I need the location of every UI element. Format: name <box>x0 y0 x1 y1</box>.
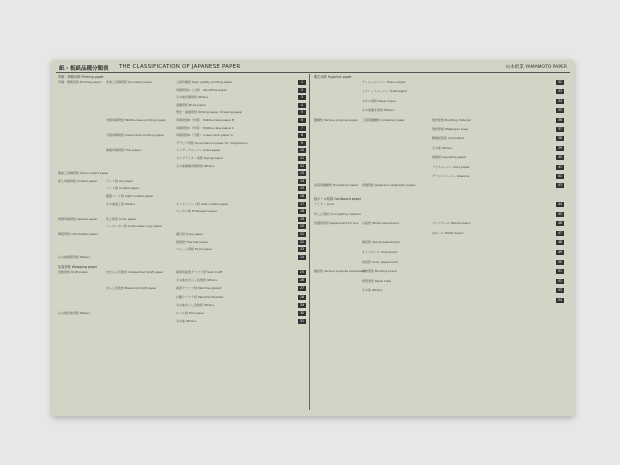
category-label: 包装用紙 Kraft paper <box>58 270 88 274</box>
subcategory-label: 下級印刷用紙 Lower-rank printing paper <box>106 133 164 138</box>
classification-row <box>314 155 564 160</box>
classification-row <box>58 156 306 161</box>
subcategory-label: その他塗工紙 Others <box>106 201 136 206</box>
item-number-badge: 30 <box>299 311 305 315</box>
paper-type-label: 印刷用紙A（上質） Woodfree paper <box>176 87 227 92</box>
classification-row <box>314 231 564 236</box>
item-number-badge: 15 <box>299 186 305 191</box>
paper-type-label: タイプライター用紙 Typing paper <box>176 156 224 160</box>
subcategory-label: 非塗工印刷用紙 Uncoated paper <box>106 80 152 84</box>
paper-type-label: その他 Others <box>176 319 197 324</box>
paper-type-label: 重袋用両更クラフト紙 Sack kraft <box>176 270 223 274</box>
subcategory-label: その他衛生用紙 Others <box>362 108 395 113</box>
item-number-badge: 40 <box>557 155 563 160</box>
item-number-badge: 35 <box>557 108 563 113</box>
subcategory-label: その他 Others <box>362 288 383 293</box>
subcategory-label: タオル用紙 Paper towel <box>362 98 396 103</box>
classification-chart-sheet <box>52 60 574 416</box>
classification-row <box>314 298 564 303</box>
classification-row <box>58 186 306 191</box>
item-number-badge: 36 <box>557 117 563 122</box>
paper-type-label: その他印刷用紙 Others <box>176 95 209 100</box>
subcategory-label: 紙管原紙 Paper tube <box>362 278 392 283</box>
classification-row <box>58 240 306 245</box>
paper-type-label: 絶縁紙 Insulating paper <box>432 155 467 160</box>
paper-type-label: 建材原紙 Building material <box>432 117 471 122</box>
classification-row <box>58 95 306 100</box>
paper-type-label: その他 Others <box>432 145 453 150</box>
subcategory-label: チップボール Chip board <box>362 250 398 254</box>
item-number-badge: 32 <box>557 80 563 84</box>
item-number-badge: 42 <box>557 174 563 178</box>
category-label: 雑種紙 Various purpose paper <box>314 117 358 122</box>
item-number-badge: 10 <box>299 148 305 153</box>
section-heading: 印刷・情報用紙 Printing paper <box>58 75 104 79</box>
subcategory-label: コート紙 Coated paper <box>106 186 140 191</box>
item-number-badge: 20 <box>299 224 305 229</box>
item-number-badge: 1 <box>298 80 306 85</box>
item-number-badge: 7 <box>298 126 306 131</box>
classification-row <box>58 141 306 146</box>
item-number-badge: 50 <box>557 259 563 264</box>
paper-type-label: 書籍用紙 Book paper <box>176 102 207 107</box>
classification-row <box>314 240 564 245</box>
subcategory-label: 建材原紙 Building board <box>362 269 397 274</box>
paper-type-label: グラシンペーパー Glassine <box>432 174 470 178</box>
item-number-badge: 26 <box>299 278 305 283</box>
paper-type-label: 片艶クラフト紙 Machine finished <box>176 294 224 299</box>
classification-row <box>58 179 306 184</box>
subcategory-label: 色板紙 Color paperboard <box>362 259 399 264</box>
item-number-badge: 19 <box>299 216 305 221</box>
item-number-badge: 18 <box>299 209 305 214</box>
section-heading: 包装用紙 Wrapping paper <box>58 265 98 269</box>
item-number-badge: 17 <box>299 201 305 206</box>
paper-type-label: 両更クラフト紙 Machine glazed <box>176 286 222 291</box>
subcategory-label: 軽量コート紙 Light coated paper <box>106 194 154 198</box>
item-number-badge: 6 <box>298 118 306 123</box>
item-number-badge: 27 <box>299 286 305 291</box>
subcategory-label: 薄葉印刷用紙 Thin paper <box>106 148 142 153</box>
classification-row <box>314 89 564 94</box>
item-number-badge: 37 <box>557 127 563 131</box>
category-label: 塗工印刷用紙 Coated paper <box>58 178 98 183</box>
classification-row <box>58 270 306 275</box>
classification-row <box>314 250 564 255</box>
classification-row <box>58 202 306 207</box>
item-number-badge: 12 <box>299 163 305 168</box>
classification-row <box>58 88 306 93</box>
item-number-badge: 23 <box>299 247 305 252</box>
category-label: 印刷・情報用紙 Printing paper <box>58 80 102 84</box>
classification-row <box>58 255 306 260</box>
paper-type-label: 複写紙 Copy paper <box>176 232 204 236</box>
item-number-badge: 21 <box>299 232 305 236</box>
item-number-badge: 3 <box>298 95 306 100</box>
classification-row <box>314 212 564 217</box>
item-number-badge: 49 <box>557 250 563 254</box>
header-divider <box>56 72 570 73</box>
classification-row <box>314 174 564 179</box>
item-number-badge: 28 <box>299 294 305 299</box>
category-label: 家庭用雑種紙 Household paper <box>314 183 359 188</box>
classification-row <box>58 232 306 237</box>
subcategory-label: 中級印刷用紙 Middle-class printing paper <box>106 118 166 122</box>
classification-row <box>58 110 306 115</box>
paper-type-label: 感熱紙 Thermal paper <box>176 239 208 244</box>
paper-type-label: 筆記・図画用紙 Writing paper, Drawing paper <box>176 110 243 115</box>
section-heading: 段ボール原紙 Cardboard paper <box>314 197 362 201</box>
classification-row <box>58 224 306 229</box>
paper-type-label: 印刷用紙B（中質） Middle-class paper B <box>176 118 235 122</box>
paper-type-label: 壁紙原紙 Wallpaper base <box>432 127 469 131</box>
classification-row <box>58 171 306 176</box>
classification-row <box>314 221 564 226</box>
classification-row <box>314 80 564 85</box>
item-number-badge: 24 <box>299 254 305 259</box>
item-number-badge: 16 <box>299 194 305 198</box>
classification-row <box>58 286 306 291</box>
paper-type-label: 上級印刷紙 High quality printing paper <box>176 80 233 84</box>
item-number-badge: 51 <box>557 269 563 274</box>
classification-row <box>58 209 306 214</box>
brand-name: 山本紙業 YAMAMOTO PAPER <box>505 65 567 70</box>
classification-row <box>314 202 564 207</box>
classification-row <box>314 108 564 113</box>
item-number-badge: 31 <box>299 319 305 324</box>
paper-type-label: フォーム用紙 Form paper <box>176 247 213 252</box>
item-number-badge: 29 <box>299 302 305 307</box>
classification-row <box>58 164 306 169</box>
classification-row <box>58 303 306 308</box>
chart-title-english: THE CLASSIFICATION OF JAPANESE PAPER <box>119 64 241 70</box>
category-label: 微塗工印刷用紙 Semi-coated paper <box>58 171 109 176</box>
item-number-badge: 25 <box>299 270 305 274</box>
subcategory-label: 書道用紙 Japanese calligraphy paper <box>362 183 416 188</box>
classification-row <box>314 183 564 188</box>
classification-row <box>314 127 564 132</box>
paper-type-label: その他薄葉印刷用紙 Others <box>176 163 215 168</box>
classification-row <box>58 247 306 252</box>
item-number-badge: 41 <box>557 164 563 169</box>
item-number-badge: 48 <box>557 240 563 245</box>
category-label: 紙器用板紙 Paperboard for box <box>314 221 359 226</box>
classification-row <box>314 118 564 123</box>
classification-row <box>314 269 564 274</box>
classification-row <box>314 165 564 170</box>
item-number-badge: 54 <box>557 298 563 302</box>
classification-row <box>314 146 564 151</box>
item-number-badge: 52 <box>557 278 563 283</box>
item-number-badge: 11 <box>299 156 305 160</box>
item-number-badge: 34 <box>557 98 563 103</box>
subcategory-label: さらし包装紙 Bleached kraft paper <box>106 286 157 291</box>
classification-row <box>58 118 306 123</box>
item-number-badge: 44 <box>557 202 563 206</box>
paper-type-label: ロール紙 Roll paper <box>176 311 205 315</box>
paper-type-label: インディアペーパー India paper <box>176 148 221 153</box>
classification-row <box>58 319 306 324</box>
classification-row <box>58 295 306 300</box>
classification-row <box>314 279 564 284</box>
item-number-badge: 22 <box>299 239 305 244</box>
item-number-badge: 38 <box>557 136 563 141</box>
classification-row <box>58 194 306 199</box>
classification-row <box>58 148 306 153</box>
column-divider <box>309 74 310 410</box>
classification-row <box>314 288 564 293</box>
subcategory-label: 工業用雑種紙 Industrial paper <box>362 117 405 122</box>
category-label: 特殊印刷用紙 Special paper <box>58 216 98 221</box>
paper-type-label: 印刷用紙D（下級） Lower-rank paper D <box>176 133 233 138</box>
classification-row <box>58 126 306 131</box>
subcategory-label: アート紙 Art paper <box>106 178 134 183</box>
classification-row <box>58 278 306 283</box>
classification-row <box>58 133 306 138</box>
paper-type-label: その他未さらし包装紙 Others <box>176 278 218 283</box>
section-heading: 衛生用紙 Hygienic paper <box>314 75 352 79</box>
item-number-badge: 5 <box>298 110 306 115</box>
item-number-badge: 8 <box>298 133 306 138</box>
classification-row <box>58 103 306 108</box>
item-number-badge: 33 <box>557 89 563 94</box>
item-number-badge: 4 <box>298 103 306 108</box>
subcategory-label: 黄板紙 Yellow paperboard <box>362 240 400 245</box>
item-number-badge: 45 <box>557 211 563 216</box>
classification-row <box>314 136 564 141</box>
paper-type-label: エンボス紙 Embossed paper <box>176 209 218 214</box>
category-label: その他情報用紙 Others <box>58 254 91 259</box>
classification-row <box>58 217 306 222</box>
subcategory-label: トイレットペーパー Toilet paper <box>362 89 408 94</box>
classification-row <box>314 260 564 265</box>
category-label: ライナー Liner <box>314 202 335 206</box>
paper-type-label: マニラボール Manila board <box>432 221 471 226</box>
item-number-badge: 47 <box>557 230 563 235</box>
paper-type-label: 積層板原紙 Laminated <box>432 136 464 141</box>
item-number-badge: 43 <box>557 183 563 188</box>
subcategory-label: ノーカーボン紙 Carbonless copy paper <box>106 224 163 229</box>
category-label: 雑板紙 Various purpose paperboard <box>314 269 367 274</box>
paper-type-label: キャストコート紙 Cast coated paper <box>176 201 229 206</box>
paper-type-label: その他さらし包装紙 Others <box>176 302 215 307</box>
category-label: 中しん原紙 Corrugating medium <box>314 211 362 216</box>
subcategory-label: ティシュペーパー Tissue paper <box>362 80 406 84</box>
classification-row <box>58 80 306 85</box>
paper-type-label: グラビア用紙 Groundwood paper for rotogravure <box>176 140 248 145</box>
paper-type-label: 印刷用紙C（中質） Middle-class paper C <box>176 125 235 130</box>
classification-row <box>58 311 306 316</box>
item-number-badge: 9 <box>298 141 306 146</box>
subcategory-label: 白板紙 White paperboard <box>362 221 400 226</box>
paper-type-label: 白ボール White board <box>432 230 464 235</box>
item-number-badge: 39 <box>557 145 563 150</box>
item-number-badge: 14 <box>299 178 305 183</box>
item-number-badge: 53 <box>557 288 563 293</box>
item-number-badge: 46 <box>557 221 563 226</box>
item-number-badge: 13 <box>299 171 305 176</box>
paper-type-label: ライスペーパー Rice paper <box>432 164 470 169</box>
category-label: その他包装用紙 Others <box>58 311 91 315</box>
category-label: 情報用紙 Information paper <box>58 232 98 236</box>
classification-row <box>314 99 564 104</box>
chart-title-japanese: 紙・板紙品種分類表 <box>59 66 109 72</box>
item-number-badge: 2 <box>298 88 306 93</box>
subcategory-label: 未さらし包装紙 Unbleached kraft paper <box>106 270 164 274</box>
subcategory-label: 色上質紙 Color paper <box>106 216 137 221</box>
